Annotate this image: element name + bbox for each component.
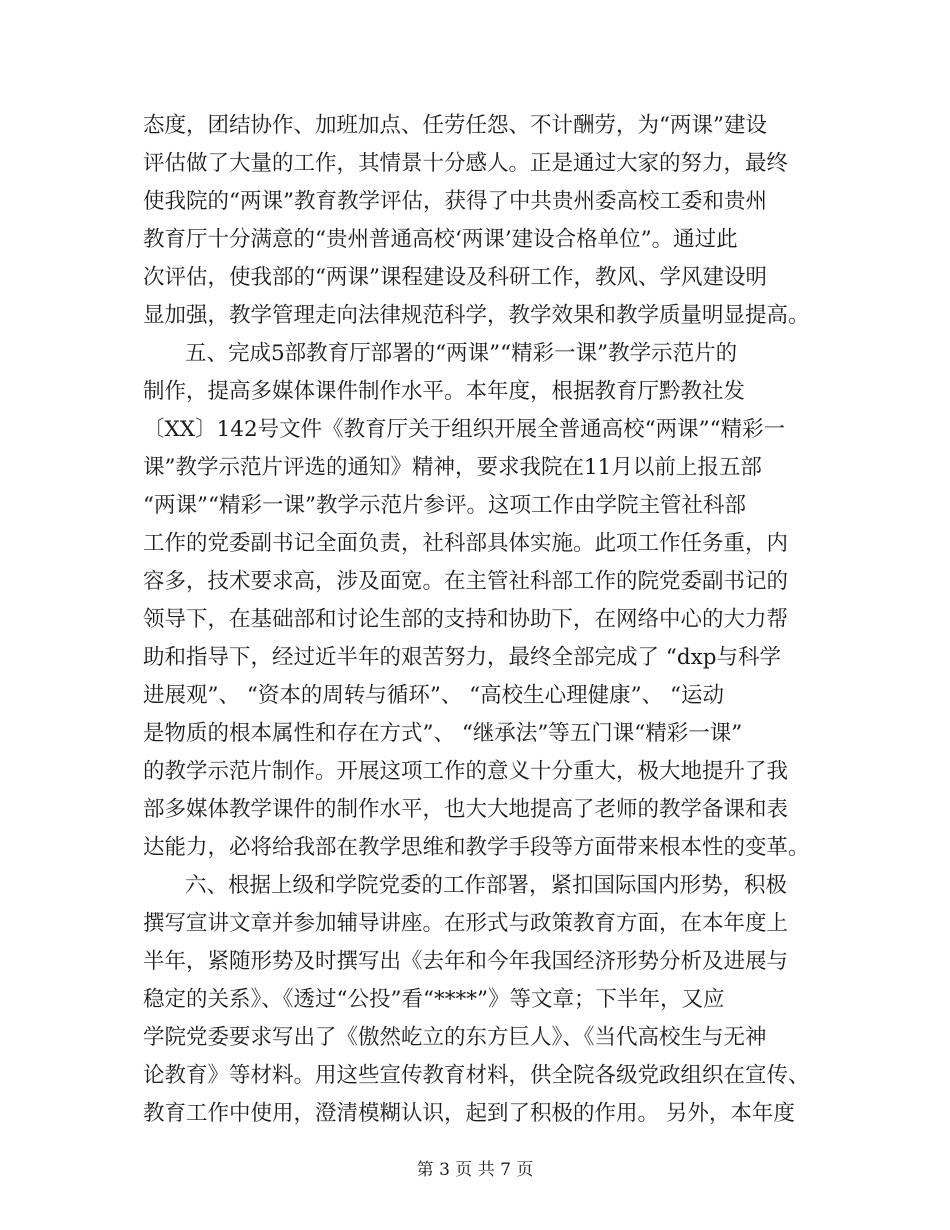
- text-line: 达能力，必将给我部在教学思维和教学手段等方面带来根本性的变革。: [143, 835, 810, 860]
- text-line: “两课”“精彩一课”教学示范片参评。这项工作由学院主管社科部: [143, 493, 746, 518]
- text-line: 工作的党委副书记全面负责，社科部具体实施。此项工作任务重，内: [143, 531, 789, 556]
- text-line: 进展观”、 “资本的周转与循环”、 “高校生心理健康”、 “运动: [143, 683, 724, 708]
- page-number: 第 3 页 共 7 页: [416, 1160, 534, 1180]
- paragraph-heading-six: 六、根据上级和学院党委的工作部署，紧扣国际国内形势，积极: [185, 873, 788, 898]
- text-line: 稳定的关系》、《透过“公投”看“****”》等文章；下半年，又应: [143, 987, 725, 1012]
- text-line: 教育工作中使用，澄清模糊认识，起到了积极的作用。 另外，本年度: [143, 1101, 795, 1126]
- text-line: 半年，紧随形势及时撰写出《去年和今年我国经济形势分析及进展与: [143, 949, 789, 974]
- text-line: 课”教学示范片评选的通知》精神，要求我院在11月以前上报五部: [143, 455, 762, 480]
- text-line: 使我院的“两课”教育教学评估，获得了中共贵州委高校工委和贵州: [143, 189, 767, 214]
- text-line: 教育厅十分满意的“贵州普通高校‘两课’建设合格单位”。通过此: [143, 227, 738, 252]
- text-line: 部多媒体教学课件的制作水平，也大大地提高了老师的教学备课和表: [143, 797, 789, 822]
- text-line: 容多，技术要求高，涉及面宽。在主管社科部工作的院党委副书记的: [143, 569, 789, 594]
- text-line: 领导下，在基础部和讨论生部的支持和协助下，在网络中心的大力帮: [143, 607, 789, 632]
- text-line: 次评估，使我部的“两课”课程建设及科研工作，教风、学风建设明: [143, 265, 767, 290]
- text-line: 显加强，教学管理走向法律规范科学，教学效果和教学质量明显提高。: [143, 303, 810, 328]
- text-line: 制作，提高多媒体课件制作水平。本年度，根据教育厅黔教社发: [143, 379, 746, 404]
- text-line: 学院党委要求写出了《傲然屹立的东方巨人》、《当代高校生与无神: [143, 1025, 767, 1050]
- text-line: 态度，团结协作、加班加点、任劳任怨、不计酬劳，为“两课”建设: [143, 113, 767, 138]
- text-line: 是物质的根本属性和存在方式”、 “继承法”等五门课“精彩一课”: [143, 721, 743, 746]
- text-line: 评估做了大量的工作，其情景十分感人。正是通过大家的努力，最终: [143, 151, 789, 176]
- text-line: 的教学示范片制作。开展这项工作的意义十分重大，极大地提升了我: [143, 759, 789, 784]
- text-line: 论教育》等材料。用这些宣传教育材料，供全院各级党政组织在宣传、: [143, 1063, 810, 1088]
- text-line: 助和指导下，经过近半年的艰苦努力，最终全部完成了 “dxp与科学: [143, 645, 781, 670]
- paragraph-heading-five: 五、完成5部教育厅部署的“两课”“精彩一课”教学示范片的: [185, 341, 738, 366]
- text-line: 撰写宣讲文章并参加辅导讲座。在形式与政策教育方面，在本年度上: [143, 911, 789, 936]
- text-line: 〔XX〕142号文件《教育厅关于组织开展全普通高校“两课”“精彩一: [143, 417, 786, 442]
